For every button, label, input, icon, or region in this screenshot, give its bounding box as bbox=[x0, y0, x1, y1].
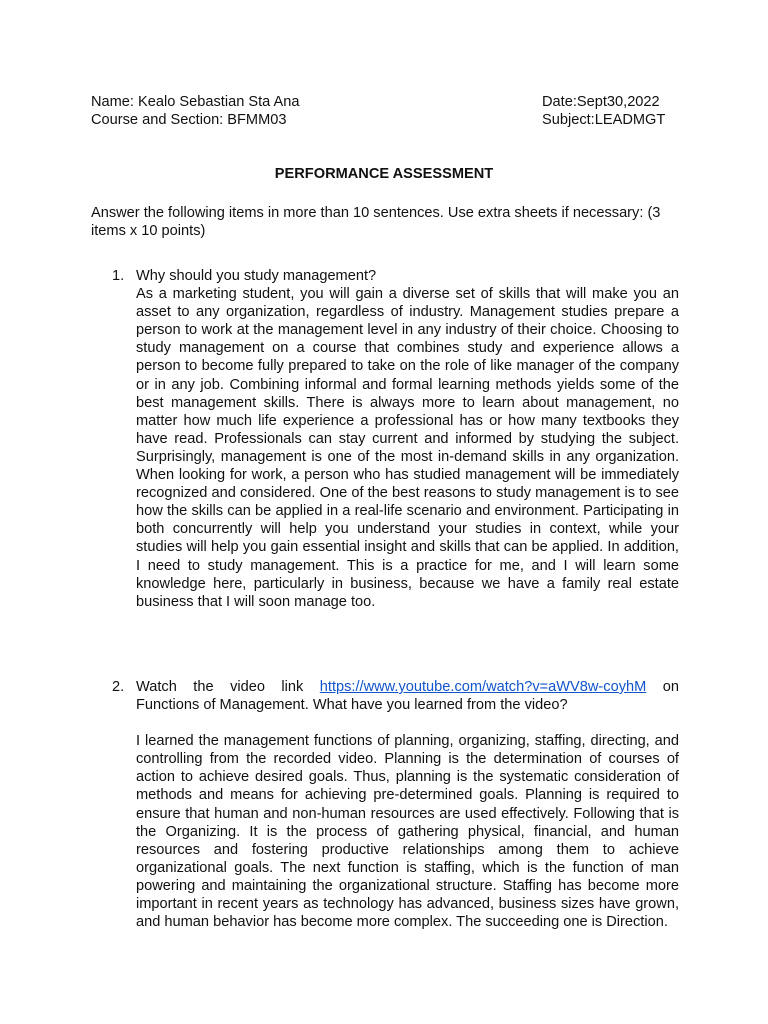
question-word: on bbox=[662, 679, 679, 695]
question-word: video bbox=[230, 679, 265, 695]
course-section: Course and Section: BFMM03 bbox=[91, 112, 287, 128]
question-line-1 bbox=[136, 678, 679, 696]
item-body bbox=[136, 267, 679, 611]
question-word: link bbox=[281, 679, 304, 695]
item-number: 2. bbox=[112, 679, 125, 695]
subject: Subject:LEADMGT bbox=[542, 112, 666, 128]
answer-text: I learned the management functions of planning, organizing, staffing, directing, and controlling from the recorded video. Planning is the determination of courses of action to achieve desired goals. Thus, planning is the systematic consideration of methods and means for achieving pre-determined goals. Planning is required to ensure that human and non-human resources are used effectively. Following that is the Organizing. It is the process of gathering physical, financial, and human resources and fostering productive relationships among them to achieve organizational goals. The next function is staffing, which is the function of man powering and maintaining the organizational structure. Staffing has become more important in recent years as technology has advanced, business sizes have grown, and human behavior has become more complex. The succeeding one is Direction. bbox=[136, 733, 679, 931]
date: Date:Sept30,2022 bbox=[542, 94, 660, 110]
instructions: Answer the following items in more than 10 sentences. Use extra sheets if necessary: (3 items x 10 points) bbox=[91, 205, 661, 240]
item-body bbox=[136, 678, 679, 931]
item-number: 1. bbox=[112, 268, 125, 284]
question-word: the bbox=[193, 679, 214, 695]
question-text: Why should you study management? bbox=[136, 268, 377, 284]
page-title: PERFORMANCE ASSESSMENT bbox=[274, 166, 494, 182]
answer-text: As a marketing student, you will gain a diverse set of skills that will make you an asset to any organization, regardless of industry. Management studies prepare a person to work at the management level in any industry of their choice. Choosing to study management on a course that combines study and experience allows a person to become fully prepared to take on the role of like manager of the company or in any job. Combining informal and formal learning methods yields some of the best management skills. There is always more to learn about management, no matter how much life experience a professional has or how many textbooks they have read. Professionals can stay current and informed by studying the subject. Surprisingly, management is one of the most in-demand skills in any organization. When looking for work, a person who has studied management will be immediately recognized and considered. One of the best reasons to study management is to see how the skills can be applied in a real-life scenario and environment. Participating in both concurrently will help you understand your studies in context, while your studies will help you gain essential insight and skills that can be applied. In addition, I need to study management. This is a practice for me, and I will learn some knowledge here, particularly in business, because we have a family real estate business that I will soon manage too. bbox=[136, 286, 679, 610]
video-link[interactable]: https://www.youtube.com/watch?v=aWV8w-coyhM bbox=[319, 679, 647, 695]
student-name: Name: Kealo Sebastian Sta Ana bbox=[91, 94, 300, 110]
question-word: Watch bbox=[136, 679, 177, 695]
question-line-2: Functions of Management. What have you learned from the video? bbox=[136, 697, 568, 714]
